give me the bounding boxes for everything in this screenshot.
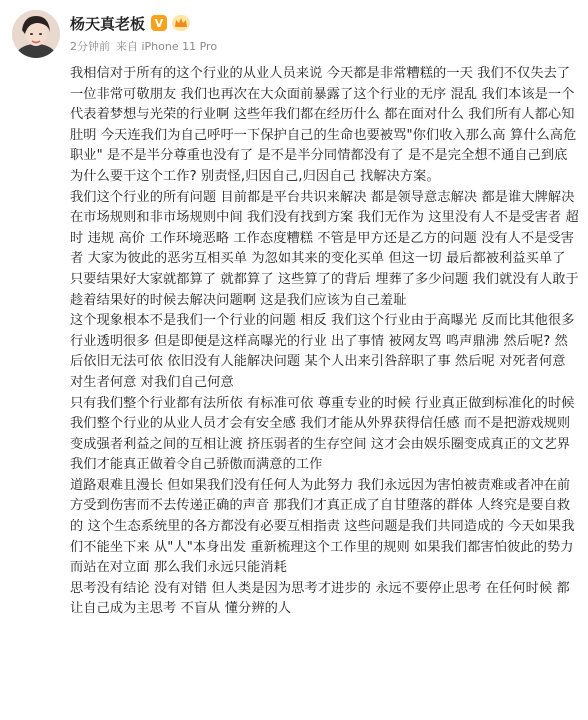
post-paragraph: 这个现象根本不是我们一个行业的问题 相反 我们这个行业由于高曝光 反而比其他很多行业透明很多 但是即便是这样高曝光的行业 出了事情 被网友骂 鸣声鼎沸 然后呢? 然后依旧无法可依 依旧没有人能解决问题 某个人出来引咎辞职了事 然后呢 对死者何意 对生者何意 对我们自己何意 xyxy=(70,313,575,390)
post-paragraph: 思考没有结论 没有对错 但人类是因为思考才进步的 永远不要停止思考 在任何时候 都让自己成为主思考 不盲从 懂分辨的人 xyxy=(70,580,570,617)
avatar[interactable] xyxy=(12,10,60,58)
post-paragraph: 道路艰难且漫长 但如果我们没有任何人为此努力 我们永远因为害怕被责难或者冲在前方受到伤害而不去传递正确的声音 那我们才真正成了自甘堕落的群体 人终究是要自救的 这个生态系统里的各方都没有必要互相指责 这些问题是我们共同造成的 今天如果我们不能坐下来 从"人"本身出发 重新梳理这个工作里的规则 如果我们都害怕彼此的势力而站在对立面 那么我们永远只能消耗 xyxy=(70,477,575,576)
post-paragraph: 只有我们整个行业都有法所依 有标准可依 尊重专业的时候 行业真正做到标准化的时候 我们整个行业的从业人员才会有安全感 我们才能从外界获得信任感 而不是把游戏规则变成强者利益之间的互相让渡 挤压弱者的生存空间 这才会由娱乐圈变成真正的文艺界 我们才能真正做着令自己骄傲而满意的工作 xyxy=(70,395,575,473)
user-header xyxy=(70,12,190,34)
member-crown-icon[interactable] xyxy=(172,15,190,31)
post-time: 2分钟前 xyxy=(70,40,110,53)
post-meta xyxy=(70,38,217,54)
post-source: 来自 iPhone 11 Pro xyxy=(116,40,218,53)
verified-badge-icon: V xyxy=(151,15,167,31)
post-paragraph: 我们这个行业的所有问题 目前都是平台共识来解决 都是领导意志解决 都是谁大牌解决 在市场规则和非市场规则中间 我们没有找到方案 我们无作为 这里没有人不是受害者 超时 违规 高价 工作环境恶略 工作态度糟糕 不管是甲方还是乙方的问题 没有人不是受害者 大家为彼此的恶劣互相买单 为忽如其来的变化买单 但这一切 最后都被利益买单了 只要结果好大家就都算了 就都算了 这些算了的背后 埋葬了多少问题 我们就没有人敢于趁着结果好的时候去解决问题啊 这是我们应该为自己羞耻 xyxy=(70,189,579,308)
post-content xyxy=(70,64,580,620)
user-name[interactable]: 杨天真老板 xyxy=(70,14,146,33)
post-paragraph: 我相信对于所有的这个行业的从业人员来说 今天都是非常糟糕的一天 我们不仅失去了一位非常可敬朋友 我们也再次在大众面前暴露了这个行业的无序 混乱 我们本该是一个代表着梦想与光荣的行业啊 这些年我们都在经历什么 都在面对什么 我们所有人都心知肚明 今天连我们为自己呼吁一下保护自己的生命也要被骂"你们收入那么高 算什么高危职业" 是不是半分尊重也没有了 是不是半分同情都没有了 是不是完全想不通自己到底为什么要干这个工作? 别责怪,归因自己,归因自己 找解决方案。 xyxy=(70,66,577,184)
